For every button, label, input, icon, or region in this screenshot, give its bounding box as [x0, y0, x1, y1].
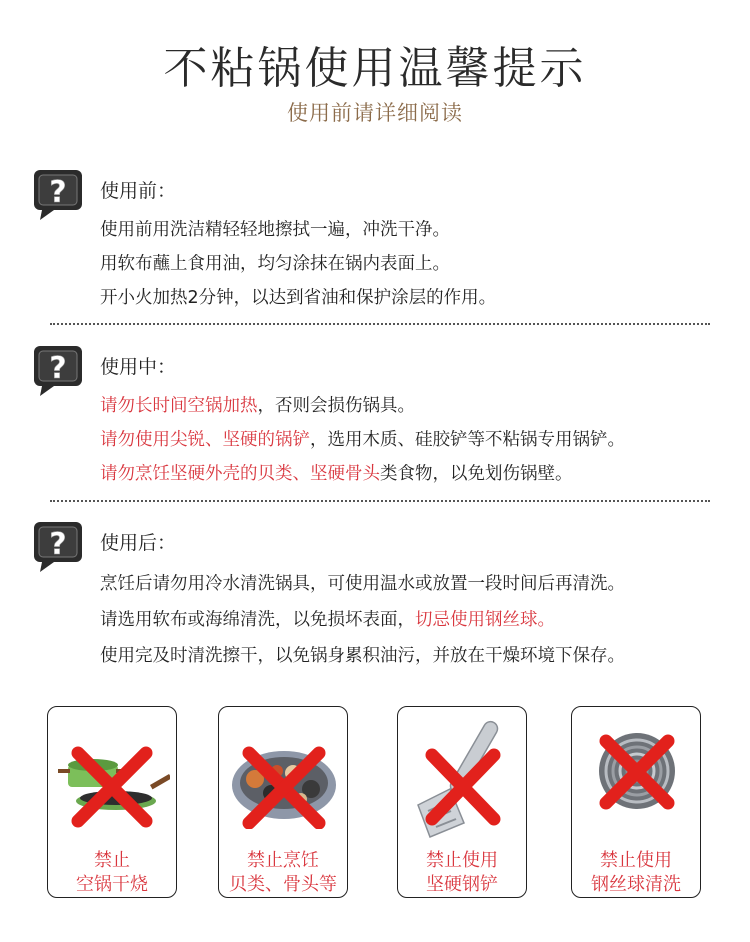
page-title: 不粘锅使用温馨提示: [163, 43, 587, 94]
svg-text:?: ?: [49, 175, 67, 210]
section-line: 使用完及时清洗擦干，以免锅身累积油污，并放在干燥环境下保存。: [100, 646, 625, 666]
section-line: 请选用软布或海绵清洗，以免损坏表面，切忌使用钢丝球。: [100, 610, 555, 630]
svg-text:?: ?: [49, 527, 67, 562]
section-before-use: [32, 166, 722, 306]
section-during-use: [32, 342, 722, 482]
steel-wool-icon: [580, 719, 694, 829]
card-caption: 禁止使用 钢丝球清洗: [591, 850, 681, 895]
question-icon: [32, 342, 88, 398]
section-heading: 使用前：: [100, 180, 177, 202]
warning-card-steel-wool: [571, 706, 701, 898]
section-after-use: [32, 518, 722, 668]
question-icon: [32, 518, 88, 574]
dotted-divider: [50, 323, 710, 325]
dotted-divider: [50, 500, 710, 502]
card-caption: 禁止使用 坚硬钢铲: [426, 850, 498, 895]
warning-card-steel-spatula: [397, 706, 527, 898]
warning-card-empty-heating: [47, 706, 177, 898]
section-line: 开小火加热2分钟，以达到省油和保护涂层的作用。: [100, 288, 497, 308]
section-line: 烹饪后请勿用冷水清洗锅具，可使用温水或放置一段时间后再清洗。: [100, 574, 625, 594]
svg-text:?: ?: [49, 351, 67, 386]
question-icon: [32, 166, 88, 222]
page-subtitle: 使用前请详细阅读: [287, 101, 463, 125]
section-heading: 使用中：: [100, 356, 177, 378]
pan-icon: [56, 719, 170, 829]
warning-card-shellfish: [218, 706, 348, 898]
section-line: 请勿使用尖锐、坚硬的锅铲，选用木质、硅胶铲等不粘锅专用锅铲。: [100, 430, 625, 450]
section-line: 使用前用洗洁精轻轻地擦拭一遍，冲洗干净。: [100, 220, 450, 240]
section-line: 用软布蘸上食用油，均匀涂抹在锅内表面上。: [100, 254, 450, 274]
section-heading: 使用后：: [100, 532, 177, 554]
section-line: 请勿长时间空锅加热，否则会损伤锅具。: [100, 396, 415, 416]
seafood-icon: [227, 719, 341, 829]
card-caption: 禁止烹饪 贝类、骨头等: [229, 850, 337, 895]
steel-spatula-icon: [406, 719, 520, 839]
card-caption: 禁止 空锅干烧: [76, 850, 148, 895]
section-line: 请勿烹饪坚硬外壳的贝类、坚硬骨头类食物，以免划伤锅壁。: [100, 464, 573, 484]
